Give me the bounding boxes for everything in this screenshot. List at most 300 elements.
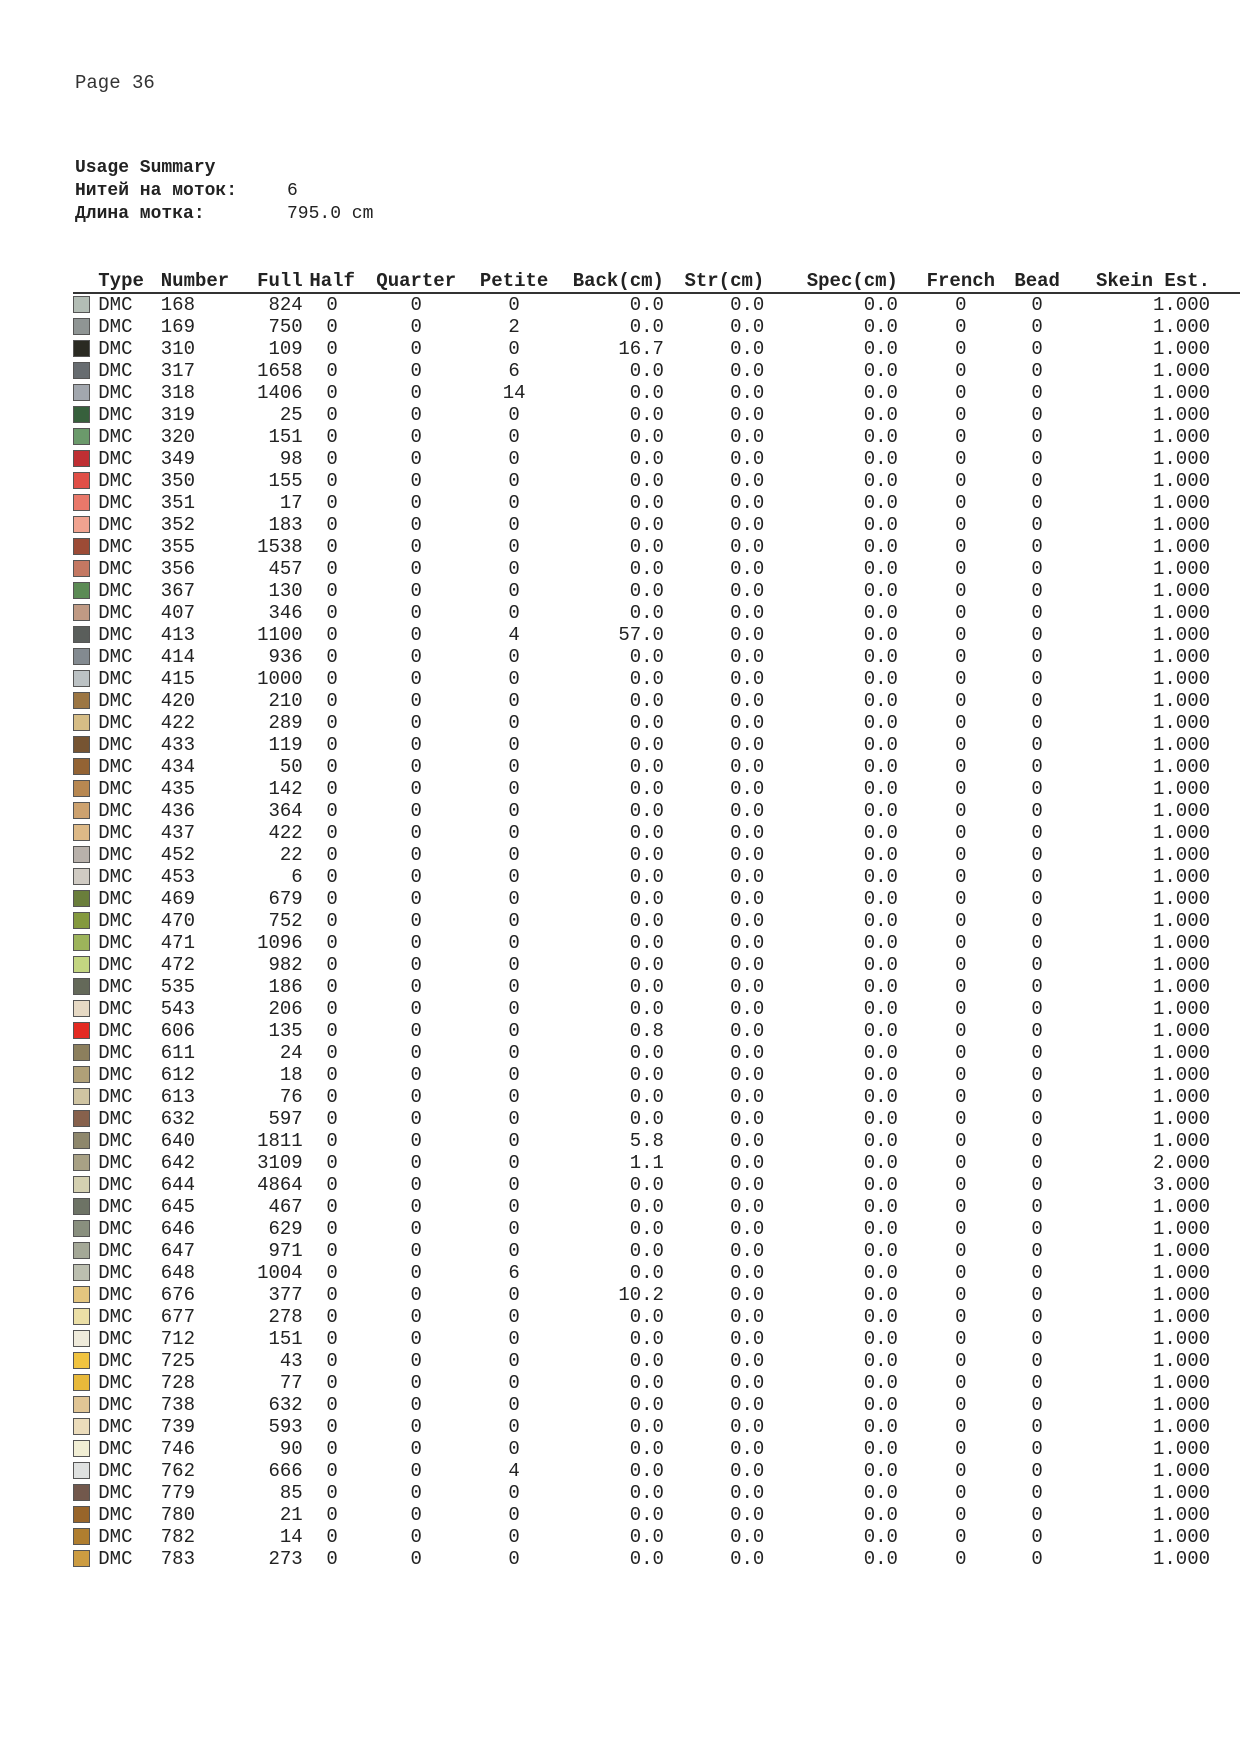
cell-str: 0.0 (730, 514, 765, 536)
cell-quarter: 0 (410, 1196, 422, 1218)
cell-swatch (73, 293, 98, 316)
color-swatch (73, 1484, 90, 1501)
table-row (73, 910, 1240, 932)
cell-back: 0.0 (629, 712, 664, 734)
cell-swatch (73, 1064, 98, 1086)
cell-petite: 0 (508, 866, 520, 888)
color-swatch (73, 428, 90, 445)
color-swatch (73, 1264, 90, 1281)
color-swatch (73, 1286, 90, 1303)
cell-quarter: 0 (410, 492, 422, 514)
cell-swatch (73, 1372, 98, 1394)
cell-back: 0.0 (629, 404, 664, 426)
cell-french: 0 (955, 1416, 967, 1438)
table-row (73, 866, 1240, 888)
cell-skein-est: 1.000 (1152, 998, 1210, 1020)
cell-quarter: 0 (410, 976, 422, 998)
cell-back: 0.0 (629, 932, 664, 954)
cell-quarter: 0 (410, 1240, 422, 1262)
table-row (73, 316, 1240, 338)
cell-french: 0 (955, 492, 967, 514)
cell-number: 420 (160, 690, 195, 712)
cell-petite: 0 (508, 712, 520, 734)
cell-half: 0 (326, 1350, 338, 1372)
cell-half: 0 (326, 1372, 338, 1394)
cell-full: 1004 (257, 1262, 303, 1284)
cell-skein-est: 1.000 (1152, 734, 1210, 756)
cell-spec: 0.0 (863, 822, 898, 844)
table-row (73, 1174, 1240, 1196)
cell-spec: 0.0 (863, 888, 898, 910)
cell-french: 0 (955, 1064, 967, 1086)
cell-spec: 0.0 (863, 1306, 898, 1328)
cell-full: 1096 (257, 932, 303, 954)
cell-str: 0.0 (730, 1328, 765, 1350)
cell-half: 0 (326, 1284, 338, 1306)
cell-full: 457 (268, 558, 303, 580)
cell-full: 43 (279, 1350, 303, 1372)
cell-skein-est: 1.000 (1152, 1262, 1210, 1284)
cell-back: 0.0 (629, 734, 664, 756)
cell-full: 25 (279, 404, 303, 426)
table-row (73, 1218, 1240, 1240)
cell-number: 356 (160, 558, 195, 580)
cell-skein-est: 1.000 (1152, 1394, 1210, 1416)
cell-str: 0.0 (730, 426, 765, 448)
cell-bead: 0 (1031, 734, 1043, 756)
cell-spec: 0.0 (863, 1328, 898, 1350)
cell-petite: 0 (508, 998, 520, 1020)
cell-french: 0 (955, 1130, 967, 1152)
table-row (73, 800, 1240, 822)
color-swatch (73, 1462, 90, 1479)
table-row (73, 1042, 1240, 1064)
cell-skein-est: 1.000 (1152, 294, 1210, 316)
cell-swatch (73, 1460, 98, 1482)
cell-skein-est: 1.000 (1152, 668, 1210, 690)
cell-back: 0.0 (629, 580, 664, 602)
cell-petite: 0 (508, 338, 520, 360)
cell-french: 0 (955, 822, 967, 844)
cell-half: 0 (326, 382, 338, 404)
cell-swatch (73, 822, 98, 844)
cell-swatch (73, 668, 98, 690)
cell-quarter: 0 (410, 1130, 422, 1152)
cell-french: 0 (955, 932, 967, 954)
cell-petite: 0 (508, 1174, 520, 1196)
cell-skein-est: 1.000 (1152, 1526, 1210, 1548)
color-swatch (73, 890, 90, 907)
cell-skein-est: 1.000 (1152, 470, 1210, 492)
cell-half: 0 (326, 778, 338, 800)
table-row (73, 293, 1240, 316)
table-row (73, 1086, 1240, 1108)
cell-number: 738 (160, 1394, 195, 1416)
cell-spec: 0.0 (863, 602, 898, 624)
cell-type: DMC (98, 492, 133, 514)
cell-quarter: 0 (410, 1526, 422, 1548)
col-swatch (73, 268, 98, 293)
cell-str: 0.0 (730, 558, 765, 580)
cell-quarter: 0 (410, 316, 422, 338)
cell-bead: 0 (1031, 294, 1043, 316)
cell-petite: 0 (508, 536, 520, 558)
cell-full: 135 (268, 1020, 303, 1042)
cell-swatch (73, 382, 98, 404)
cell-half: 0 (326, 866, 338, 888)
cell-skein-est: 1.000 (1152, 448, 1210, 470)
cell-number: 317 (160, 360, 195, 382)
table-row (73, 1482, 1240, 1504)
cell-quarter: 0 (410, 470, 422, 492)
cell-skein-est: 1.000 (1152, 1504, 1210, 1526)
cell-french: 0 (955, 954, 967, 976)
cell-type: DMC (98, 338, 133, 360)
color-swatch (73, 802, 90, 819)
cell-back: 1.1 (629, 1152, 664, 1174)
cell-full: 4864 (257, 1174, 303, 1196)
cell-half: 0 (326, 1438, 338, 1460)
cell-swatch (73, 1284, 98, 1306)
cell-str: 0.0 (730, 360, 765, 382)
cell-str: 0.0 (730, 448, 765, 470)
col-petite: Petite (479, 270, 549, 292)
cell-petite: 0 (508, 1416, 520, 1438)
cell-half: 0 (326, 800, 338, 822)
cell-half: 0 (326, 734, 338, 756)
cell-bead: 0 (1031, 536, 1043, 558)
cell-spec: 0.0 (863, 382, 898, 404)
cell-quarter: 0 (410, 580, 422, 602)
cell-bead: 0 (1031, 316, 1043, 338)
color-swatch (73, 516, 90, 533)
cell-quarter: 0 (410, 844, 422, 866)
cell-bead: 0 (1031, 448, 1043, 470)
cell-quarter: 0 (410, 536, 422, 558)
cell-french: 0 (955, 1548, 967, 1570)
cell-back: 0.0 (629, 888, 664, 910)
cell-quarter: 0 (410, 1262, 422, 1284)
cell-back: 0.0 (629, 1460, 664, 1482)
cell-petite: 0 (508, 1152, 520, 1174)
cell-petite: 0 (508, 580, 520, 602)
cell-swatch (73, 316, 98, 338)
cell-skein-est: 1.000 (1152, 690, 1210, 712)
cell-full: 21 (279, 1504, 303, 1526)
table-row (73, 888, 1240, 910)
cell-type: DMC (98, 448, 133, 470)
cell-half: 0 (326, 1218, 338, 1240)
color-swatch (73, 1022, 90, 1039)
cell-bead: 0 (1031, 844, 1043, 866)
cell-bead: 0 (1031, 954, 1043, 976)
col-spec: Spec(cm) (806, 270, 898, 292)
color-swatch (73, 824, 90, 841)
cell-skein-est: 1.000 (1152, 712, 1210, 734)
cell-back: 0.0 (629, 1350, 664, 1372)
cell-number: 612 (160, 1064, 195, 1086)
cell-number: 645 (160, 1196, 195, 1218)
cell-spec: 0.0 (863, 954, 898, 976)
cell-str: 0.0 (730, 932, 765, 954)
table-row (73, 954, 1240, 976)
cell-full: 14 (279, 1526, 303, 1548)
cell-back: 0.0 (629, 1526, 664, 1548)
cell-number: 676 (160, 1284, 195, 1306)
cell-type: DMC (98, 1262, 133, 1284)
cell-swatch (73, 1130, 98, 1152)
cell-skein-est: 1.000 (1152, 492, 1210, 514)
cell-spec: 0.0 (863, 1548, 898, 1570)
cell-type: DMC (98, 404, 133, 426)
cell-swatch (73, 1152, 98, 1174)
cell-full: 22 (279, 844, 303, 866)
cell-full: 18 (279, 1064, 303, 1086)
cell-full: 666 (268, 1460, 303, 1482)
cell-back: 0.0 (629, 360, 664, 382)
cell-skein-est: 1.000 (1152, 1218, 1210, 1240)
cell-back: 0.0 (629, 756, 664, 778)
cell-spec: 0.0 (863, 998, 898, 1020)
cell-petite: 2 (508, 316, 520, 338)
cell-str: 0.0 (730, 536, 765, 558)
cell-petite: 4 (508, 624, 520, 646)
cell-half: 0 (326, 492, 338, 514)
cell-str: 0.0 (730, 866, 765, 888)
cell-full: 377 (268, 1284, 303, 1306)
table-row (73, 1328, 1240, 1350)
cell-skein-est: 1.000 (1152, 1108, 1210, 1130)
cell-spec: 0.0 (863, 1240, 898, 1262)
cell-number: 415 (160, 668, 195, 690)
cell-petite: 0 (508, 756, 520, 778)
cell-half: 0 (326, 1482, 338, 1504)
cell-skein-est: 1.000 (1152, 954, 1210, 976)
cell-full: 151 (268, 1328, 303, 1350)
cell-str: 0.0 (730, 1372, 765, 1394)
cell-bead: 0 (1031, 558, 1043, 580)
cell-bead: 0 (1031, 1438, 1043, 1460)
cell-bead: 0 (1031, 1526, 1043, 1548)
cell-full: 679 (268, 888, 303, 910)
cell-quarter: 0 (410, 866, 422, 888)
cell-petite: 0 (508, 910, 520, 932)
color-swatch (73, 846, 90, 863)
cell-back: 0.0 (629, 690, 664, 712)
cell-spec: 0.0 (863, 1438, 898, 1460)
cell-petite: 0 (508, 1504, 520, 1526)
cell-full: 750 (268, 316, 303, 338)
cell-quarter: 0 (410, 602, 422, 624)
cell-str: 0.0 (730, 844, 765, 866)
cell-bead: 0 (1031, 1416, 1043, 1438)
cell-petite: 0 (508, 1394, 520, 1416)
cell-half: 0 (326, 1306, 338, 1328)
cell-quarter: 0 (410, 646, 422, 668)
cell-type: DMC (98, 1020, 133, 1042)
cell-spec: 0.0 (863, 338, 898, 360)
cell-number: 318 (160, 382, 195, 404)
cell-bead: 0 (1031, 404, 1043, 426)
cell-quarter: 0 (410, 1350, 422, 1372)
cell-full: 1538 (257, 536, 303, 558)
cell-bead: 0 (1031, 1284, 1043, 1306)
cell-back: 0.0 (629, 954, 664, 976)
cell-type: DMC (98, 976, 133, 998)
cell-swatch (73, 404, 98, 426)
cell-str: 0.0 (730, 998, 765, 1020)
cell-full: 151 (268, 426, 303, 448)
color-swatch (73, 1506, 90, 1523)
cell-type: DMC (98, 844, 133, 866)
color-swatch (73, 340, 90, 357)
cell-spec: 0.0 (863, 1372, 898, 1394)
cell-quarter: 0 (410, 1042, 422, 1064)
cell-french: 0 (955, 470, 967, 492)
cell-french: 0 (955, 404, 967, 426)
cell-type: DMC (98, 1130, 133, 1152)
table-row (73, 1306, 1240, 1328)
cell-quarter: 0 (410, 1284, 422, 1306)
cell-petite: 0 (508, 492, 520, 514)
cell-french: 0 (955, 646, 967, 668)
cell-swatch (73, 1020, 98, 1042)
cell-skein-est: 1.000 (1152, 756, 1210, 778)
cell-french: 0 (955, 888, 967, 910)
cell-back: 0.8 (629, 1020, 664, 1042)
cell-french: 0 (955, 294, 967, 316)
table-row (73, 602, 1240, 624)
cell-skein-est: 1.000 (1152, 1460, 1210, 1482)
cell-str: 0.0 (730, 338, 765, 360)
cell-str: 0.0 (730, 1460, 765, 1482)
cell-quarter: 0 (410, 294, 422, 316)
cell-spec: 0.0 (863, 1394, 898, 1416)
cell-number: 644 (160, 1174, 195, 1196)
cell-type: DMC (98, 932, 133, 954)
table-row (73, 558, 1240, 580)
cell-quarter: 0 (410, 1218, 422, 1240)
color-swatch (73, 1066, 90, 1083)
cell-half: 0 (326, 1548, 338, 1570)
cell-number: 169 (160, 316, 195, 338)
cell-full: 752 (268, 910, 303, 932)
cell-bead: 0 (1031, 580, 1043, 602)
cell-half: 0 (326, 888, 338, 910)
cell-str: 0.0 (730, 910, 765, 932)
cell-quarter: 0 (410, 998, 422, 1020)
table-row (73, 536, 1240, 558)
cell-half: 0 (326, 954, 338, 976)
cell-full: 593 (268, 1416, 303, 1438)
cell-type: DMC (98, 800, 133, 822)
cell-number: 310 (160, 338, 195, 360)
cell-petite: 0 (508, 646, 520, 668)
cell-spec: 0.0 (863, 1526, 898, 1548)
cell-spec: 0.0 (863, 1218, 898, 1240)
cell-bead: 0 (1031, 338, 1043, 360)
cell-type: DMC (98, 1306, 133, 1328)
color-swatch (73, 1308, 90, 1325)
cell-half: 0 (326, 910, 338, 932)
cell-petite: 0 (508, 932, 520, 954)
cell-french: 0 (955, 778, 967, 800)
cell-number: 414 (160, 646, 195, 668)
cell-type: DMC (98, 1086, 133, 1108)
cell-spec: 0.0 (863, 1130, 898, 1152)
cell-bead: 0 (1031, 1328, 1043, 1350)
cell-half: 0 (326, 1526, 338, 1548)
cell-skein-est: 2.000 (1152, 1152, 1210, 1174)
color-swatch (73, 1220, 90, 1237)
cell-spec: 0.0 (863, 1042, 898, 1064)
color-swatch (73, 560, 90, 577)
table-row (73, 1262, 1240, 1284)
cell-bead: 0 (1031, 1042, 1043, 1064)
color-swatch (73, 582, 90, 599)
cell-petite: 0 (508, 1042, 520, 1064)
cell-full: 155 (268, 470, 303, 492)
cell-half: 0 (326, 1262, 338, 1284)
cell-skein-est: 1.000 (1152, 1196, 1210, 1218)
cell-skein-est: 1.000 (1152, 1482, 1210, 1504)
table-row (73, 404, 1240, 426)
cell-type: DMC (98, 712, 133, 734)
cell-french: 0 (955, 1306, 967, 1328)
cell-swatch (73, 734, 98, 756)
cell-full: 50 (279, 756, 303, 778)
cell-str: 0.0 (730, 1020, 765, 1042)
cell-skein-est: 1.000 (1152, 1042, 1210, 1064)
cell-spec: 0.0 (863, 1020, 898, 1042)
cell-full: 1658 (257, 360, 303, 382)
cell-swatch (73, 1394, 98, 1416)
cell-french: 0 (955, 1482, 967, 1504)
cell-bead: 0 (1031, 602, 1043, 624)
cell-half: 0 (326, 976, 338, 998)
cell-full: 629 (268, 1218, 303, 1240)
cell-number: 407 (160, 602, 195, 624)
cell-petite: 0 (508, 1526, 520, 1548)
cell-swatch (73, 1526, 98, 1548)
cell-type: DMC (98, 1350, 133, 1372)
cell-str: 0.0 (730, 382, 765, 404)
color-swatch (73, 296, 90, 313)
cell-quarter: 0 (410, 404, 422, 426)
cell-swatch (73, 976, 98, 998)
skein-length-label: Длина мотка: (75, 204, 205, 224)
cell-type: DMC (98, 1328, 133, 1350)
cell-back: 0.0 (629, 602, 664, 624)
cell-type: DMC (98, 426, 133, 448)
color-swatch (73, 318, 90, 335)
cell-back: 0.0 (629, 1218, 664, 1240)
cell-petite: 0 (508, 1064, 520, 1086)
cell-skein-est: 1.000 (1152, 382, 1210, 404)
cell-type: DMC (98, 910, 133, 932)
cell-french: 0 (955, 712, 967, 734)
cell-half: 0 (326, 1504, 338, 1526)
cell-quarter: 0 (410, 338, 422, 360)
cell-spec: 0.0 (863, 426, 898, 448)
cell-swatch (73, 1086, 98, 1108)
cell-bead: 0 (1031, 1548, 1043, 1570)
cell-number: 452 (160, 844, 195, 866)
cell-full: 1100 (257, 624, 303, 646)
cell-bead: 0 (1031, 1218, 1043, 1240)
cell-spec: 0.0 (863, 294, 898, 316)
cell-swatch (73, 998, 98, 1020)
